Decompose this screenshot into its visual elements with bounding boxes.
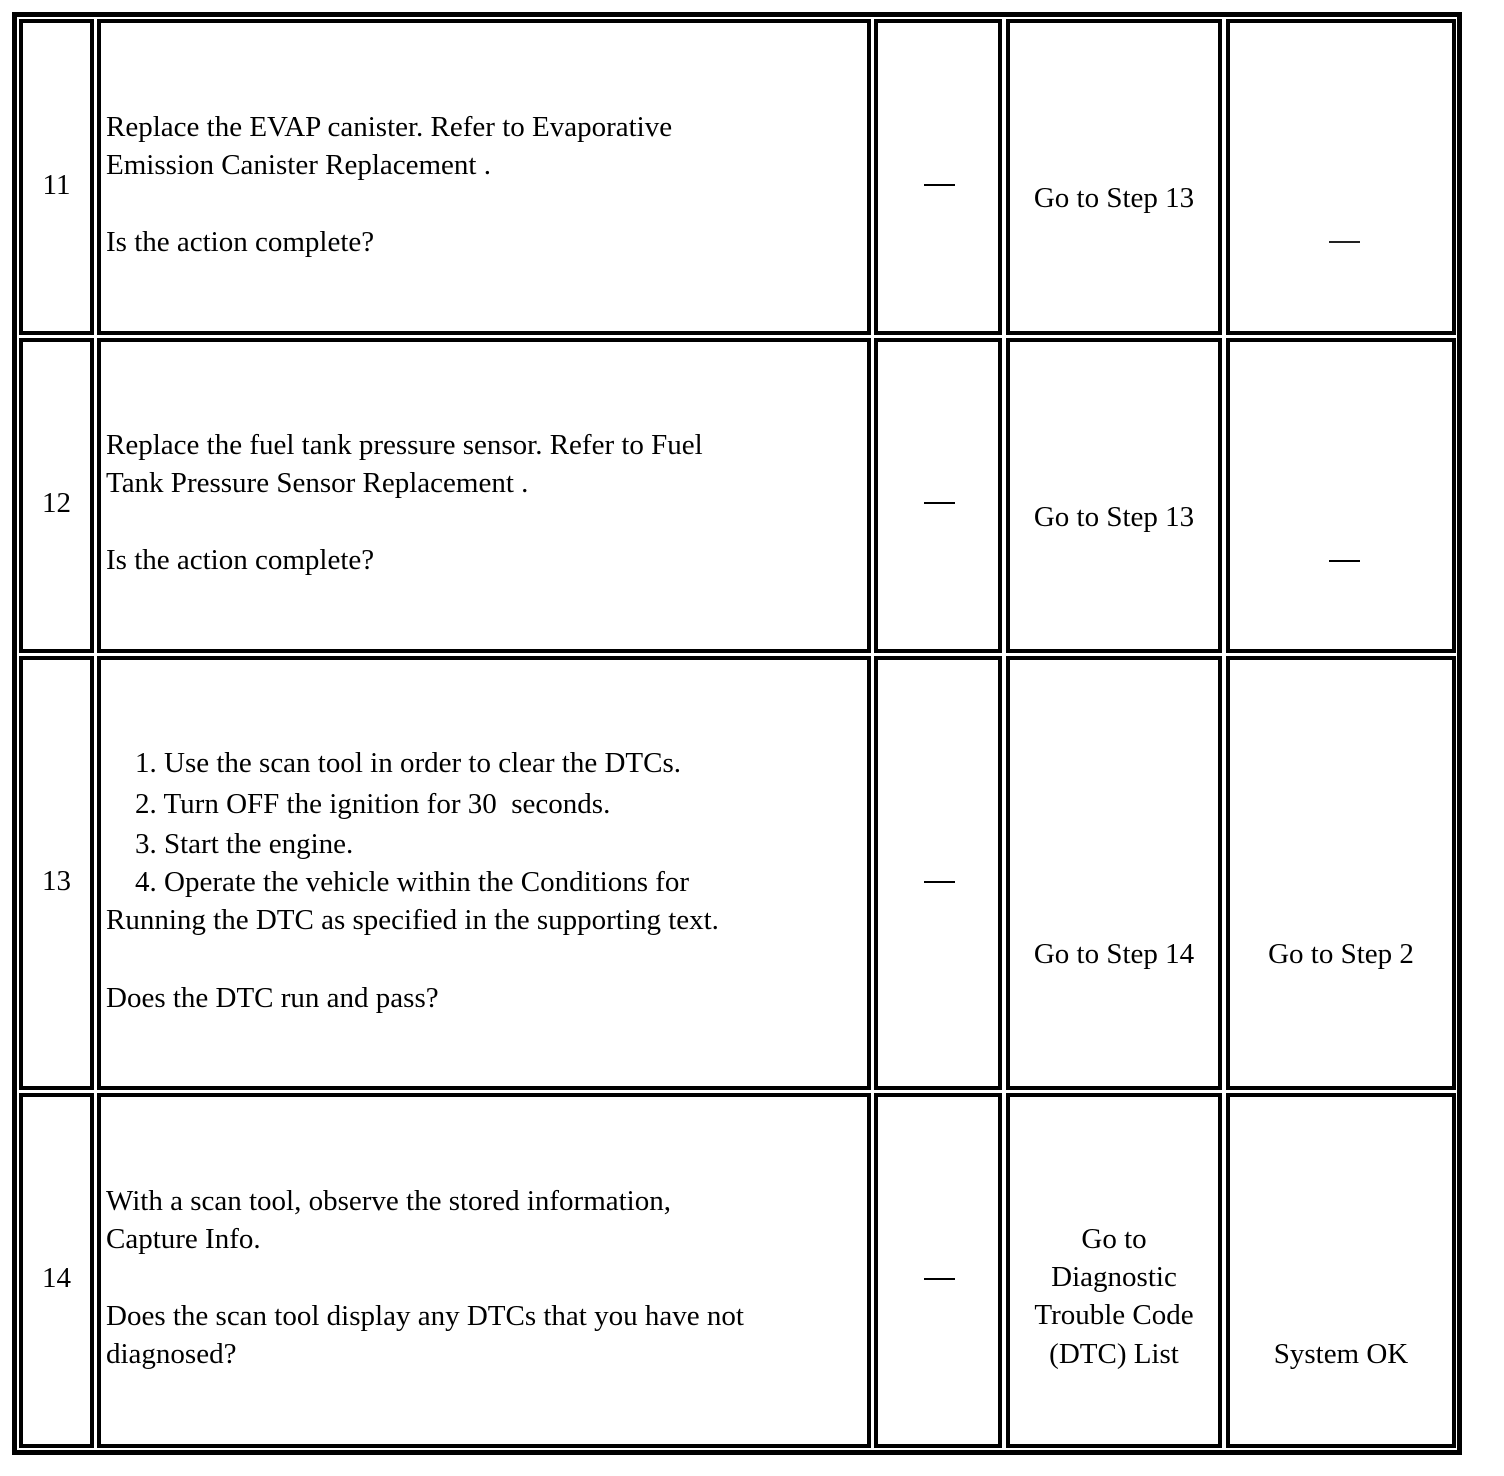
action-line: Replace the fuel tank pressure sensor. Refer to Fuel	[106, 429, 703, 461]
yes-action-link[interactable]: Go to Step 13	[1033, 182, 1195, 214]
yes-cell	[1006, 19, 1222, 335]
no-action-link[interactable]: Go to Step 2	[1268, 938, 1414, 970]
yes-action-link[interactable]: Go to Step 13	[1033, 501, 1195, 533]
no-cell	[1226, 656, 1456, 1090]
action-line: Replace the EVAP canister. Refer to Evaporative	[106, 111, 673, 143]
yes-action-link-line[interactable]: Trouble Code	[1034, 1299, 1194, 1331]
values-cell	[874, 338, 1002, 653]
action-question: Is the action complete?	[106, 226, 375, 258]
no-cell	[1226, 1093, 1456, 1448]
action-line: Capture Info.	[106, 1223, 261, 1255]
em-dash	[924, 1278, 955, 1280]
action-cell	[97, 1093, 871, 1448]
yes-cell	[1006, 656, 1222, 1090]
action-line: Emission Canister Replacement .	[106, 149, 491, 181]
em-dash	[1329, 241, 1360, 243]
action-question: Does the DTC run and pass?	[106, 982, 439, 1014]
yes-cell	[1006, 1093, 1222, 1448]
action-question: diagnosed?	[106, 1338, 237, 1370]
no-cell	[1226, 19, 1456, 335]
action-list-item: 3. Start the engine.	[106, 828, 354, 860]
action-list-item: 4. Operate the vehicle within the Conditions for	[106, 866, 690, 898]
step-number: 14	[42, 1262, 71, 1294]
action-cell	[97, 19, 871, 335]
step-number: 12	[42, 487, 71, 519]
yes-action-link[interactable]: Go to Step 14	[1033, 938, 1195, 970]
step-number: 11	[42, 169, 71, 201]
yes-cell	[1006, 338, 1222, 653]
action-list-item: 1. Use the scan tool in order to clear the DTCs.	[106, 747, 682, 779]
action-line: Running the DTC as specified in the supporting text.	[106, 904, 719, 936]
yes-action-link-line[interactable]: Diagnostic	[1051, 1261, 1177, 1293]
action-line: With a scan tool, observe the stored information,	[106, 1185, 671, 1217]
action-question: Does the scan tool display any DTCs that you have not	[106, 1300, 744, 1332]
values-cell	[874, 19, 1002, 335]
values-cell	[874, 1093, 1002, 1448]
em-dash	[924, 502, 955, 504]
em-dash	[924, 184, 955, 186]
action-cell	[97, 338, 871, 653]
em-dash	[924, 881, 955, 883]
no-action-link[interactable]: System OK	[1273, 1338, 1409, 1370]
step-number: 13	[42, 865, 71, 897]
action-cell	[97, 656, 871, 1090]
yes-action-link-line[interactable]: Go to	[1081, 1223, 1147, 1255]
action-list-item: 2. Turn OFF the ignition for 30 seconds.	[106, 788, 611, 820]
action-line: Tank Pressure Sensor Replacement .	[106, 467, 529, 499]
values-cell	[874, 656, 1002, 1090]
em-dash	[1329, 560, 1360, 562]
yes-action-link-line[interactable]: (DTC) List	[1049, 1338, 1179, 1370]
step-cell	[19, 19, 94, 335]
step-cell	[19, 656, 94, 1090]
no-cell	[1226, 338, 1456, 653]
step-cell	[19, 1093, 94, 1448]
step-cell	[19, 338, 94, 653]
action-question: Is the action complete?	[106, 544, 375, 576]
